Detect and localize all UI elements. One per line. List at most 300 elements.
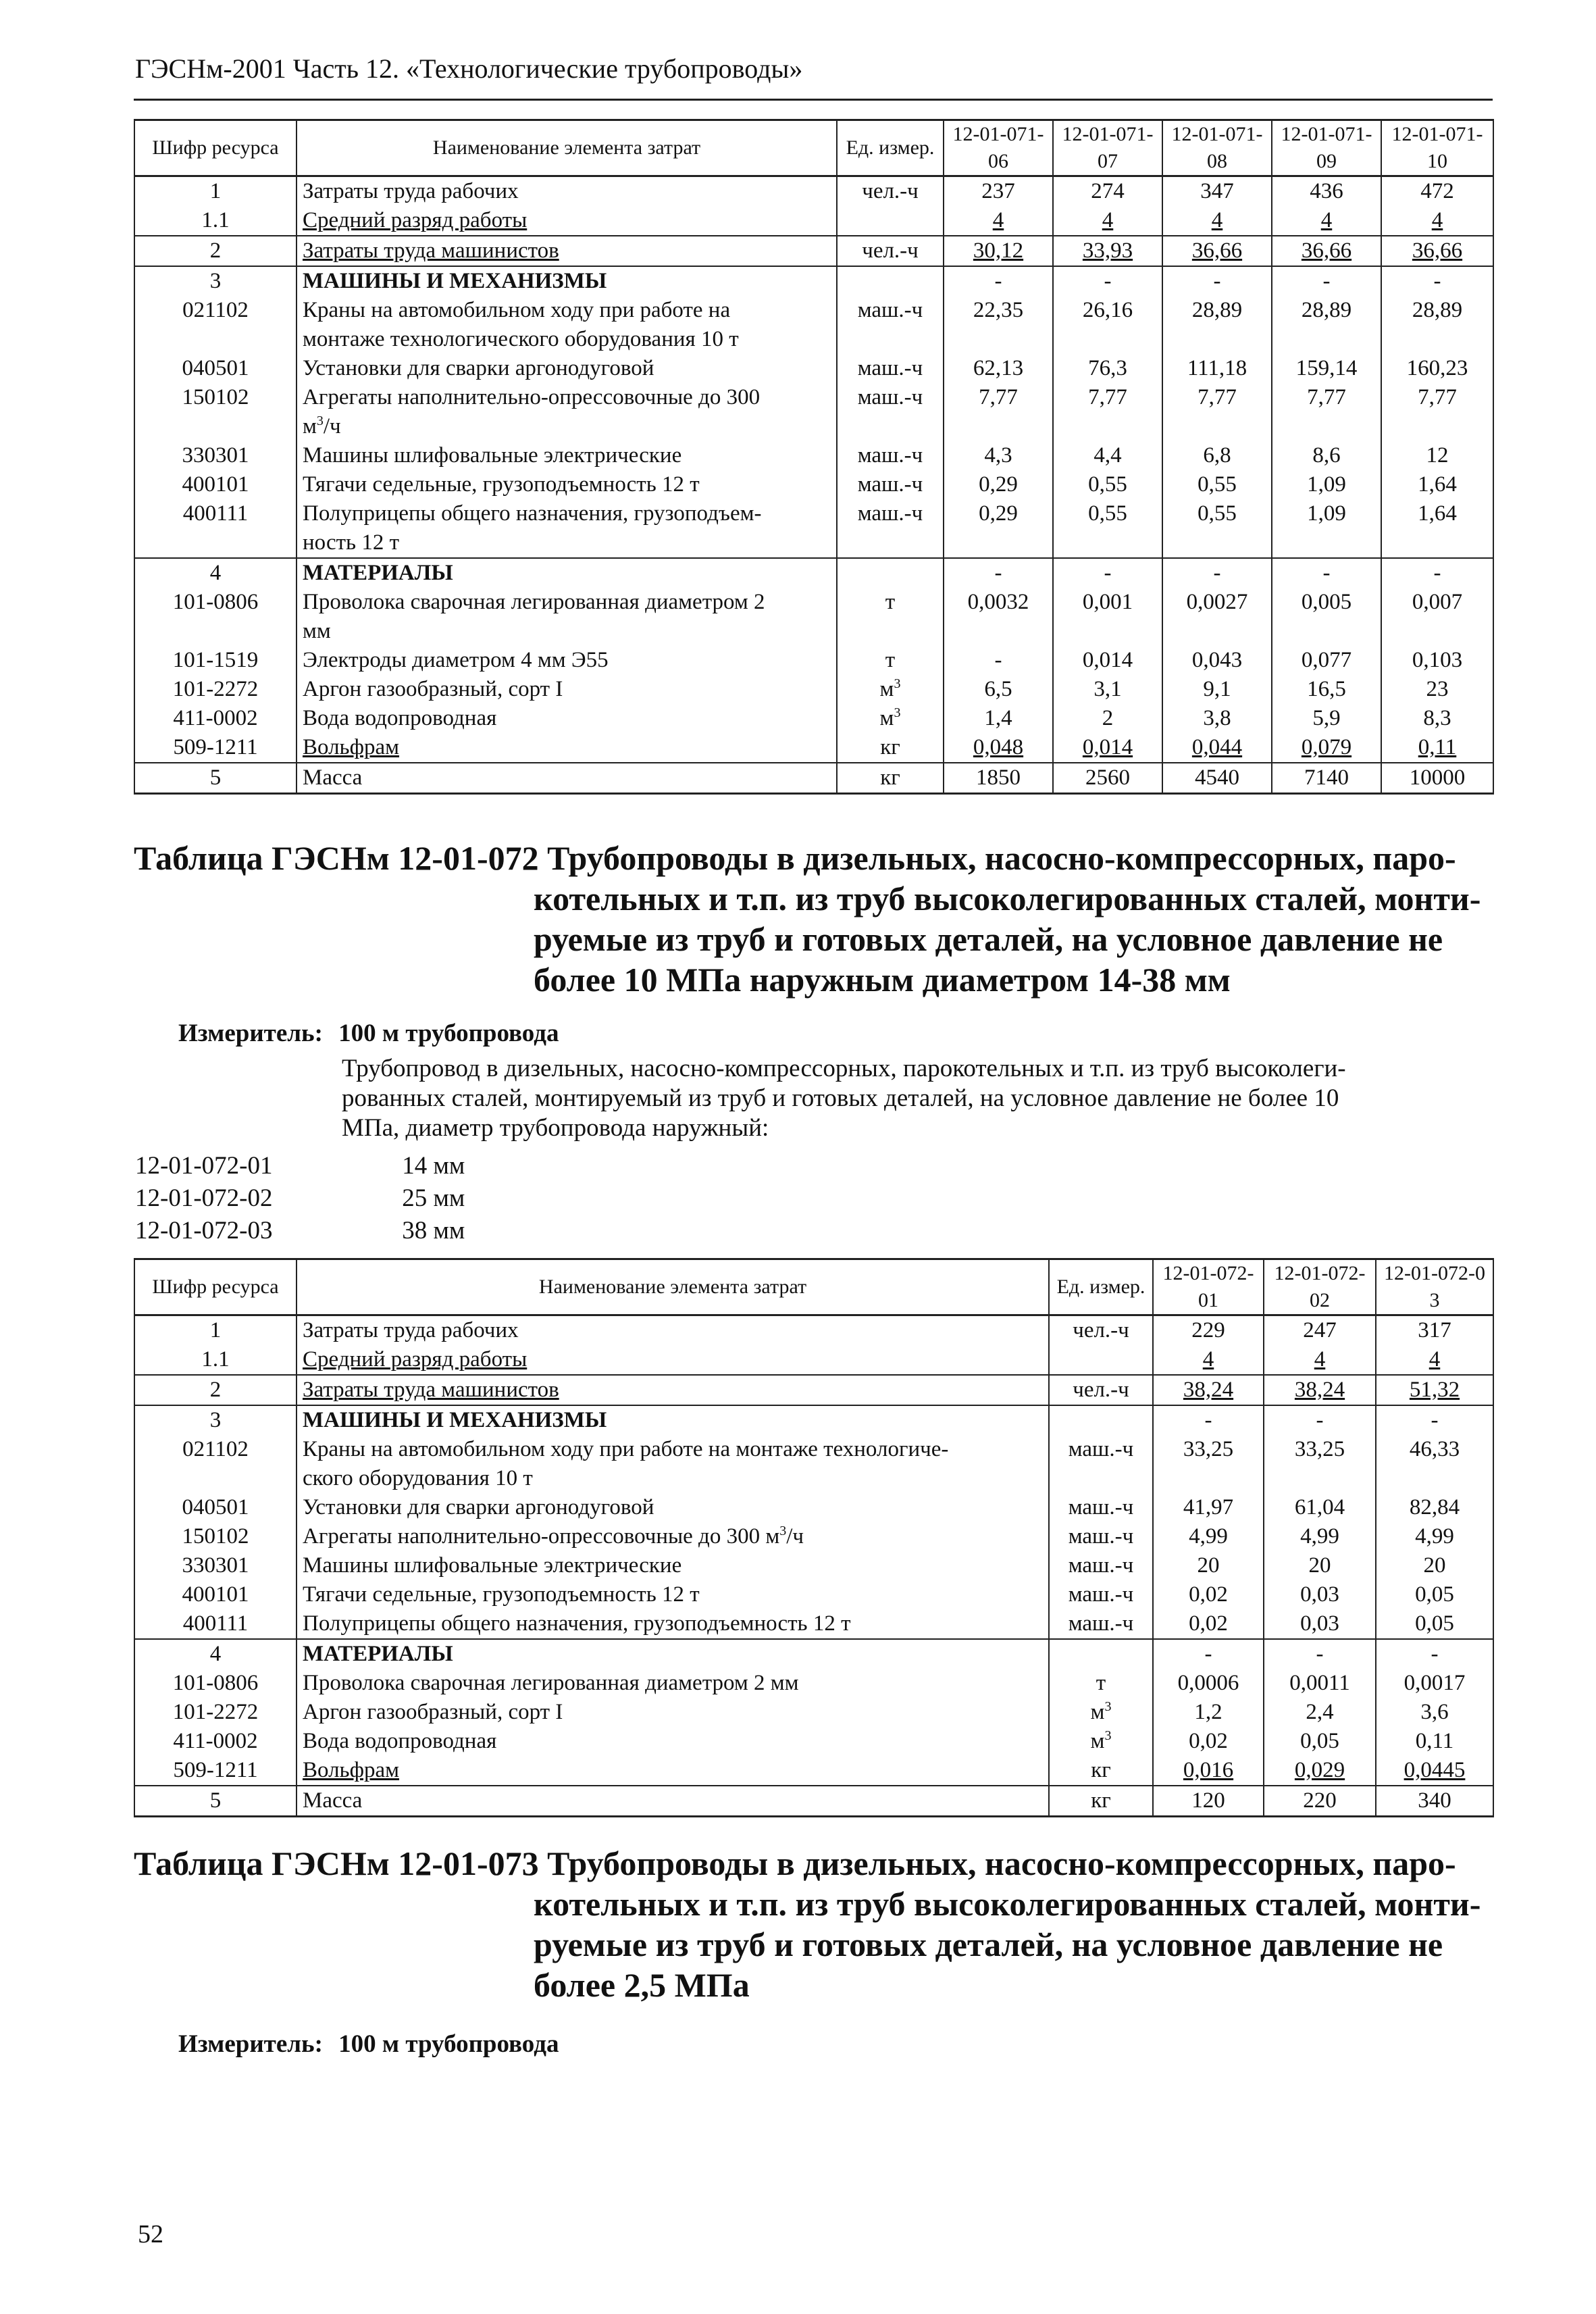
resource-name-line: МАШИНЫ И МЕХАНИЗМЫ (303, 269, 607, 293)
resource-name (297, 354, 837, 383)
resource-name-line: Краны на автомобильном ходу при работе на монтаже технологиче- (303, 1437, 949, 1461)
resource-name (297, 441, 837, 470)
value-cell: 51,32 (1376, 1375, 1493, 1405)
unit-cell (837, 558, 944, 588)
resource-name-line: Установки для сварки аргонодуговой (303, 1495, 654, 1519)
header-cell: 12-01-071-07 (1053, 120, 1162, 176)
value-cell: 10000 (1381, 763, 1493, 794)
resource-name (297, 1493, 1049, 1522)
value-cell: 229 (1153, 1315, 1264, 1346)
value-cell: 247 (1264, 1315, 1376, 1346)
unit-cell: маш.-ч (1049, 1493, 1153, 1522)
resource-code: 1.1 (134, 1345, 297, 1375)
resource-name (297, 1609, 1049, 1639)
value-cell: 274 (1053, 176, 1162, 207)
value-cell: - (944, 266, 1053, 296)
value-cell: 7,77 (1272, 383, 1381, 441)
value-cell: 38,24 (1153, 1375, 1264, 1405)
resource-name (297, 1727, 1049, 1756)
value-cell: 7,77 (1381, 383, 1493, 441)
value-cell: 4,4 (1053, 441, 1162, 470)
value-cell: 1850 (944, 763, 1053, 794)
table-row (134, 1375, 1493, 1405)
unit-cell: чел.-ч (1049, 1315, 1153, 1346)
resource-name (297, 383, 837, 441)
unit-cell: маш.-ч (1049, 1522, 1153, 1551)
caption-line: Таблица ГЭСНм 12-01-073 Трубопроводы в дизельных, насосно-компрессорных, паро- (134, 1844, 1456, 1882)
value-cell: 46,33 (1376, 1435, 1493, 1493)
value-cell: 6,5 (944, 675, 1053, 704)
value-cell: - (1264, 1639, 1376, 1669)
resource-name (297, 206, 837, 236)
table-row (134, 1698, 1493, 1727)
value-cell: 0,007 (1381, 588, 1493, 646)
value-cell: 4 (1381, 206, 1493, 236)
unit-cell: т (837, 646, 944, 675)
table-row (134, 1669, 1493, 1698)
header-cell: 12-01-071-06 (944, 120, 1053, 176)
meter-value: 100 м трубопровода (338, 2030, 559, 2058)
resource-code: 101-0806 (134, 1669, 297, 1698)
resource-code: 040501 (134, 354, 297, 383)
unit-cell: $м^3$ (1049, 1727, 1153, 1756)
unit-cell (837, 206, 944, 236)
value-cell: 76,3 (1053, 354, 1162, 383)
value-cell: 4,99 (1153, 1522, 1264, 1551)
value-cell: 33,93 (1053, 236, 1162, 266)
value-cell: 2 (1053, 704, 1162, 733)
table-row (134, 733, 1493, 763)
table-row (134, 206, 1493, 236)
header-cell: Ед. измер. (1049, 1259, 1153, 1315)
table-row (134, 1345, 1493, 1375)
header-cell: 12-01-072-02 (1264, 1259, 1376, 1315)
resource-name-line: Затраты труда рабочих (303, 179, 519, 203)
header-cell: 12-01-071-10 (1381, 120, 1493, 176)
resource-name (297, 1522, 1049, 1551)
unit-cell: маш.-ч (837, 354, 944, 383)
resource-name (297, 266, 837, 296)
table-row (134, 675, 1493, 704)
resource-code: 150102 (134, 383, 297, 441)
value-cell: 0,0445 (1376, 1756, 1493, 1786)
value-cell: 4 (1264, 1345, 1376, 1375)
value-cell: 0,029 (1264, 1756, 1376, 1786)
resource-name-line: Установки для сварки аргонодуговой (303, 356, 654, 380)
resource-name-line: Затраты труда машинистов (303, 1378, 559, 1402)
resource-code: 101-0806 (134, 588, 297, 646)
resource-name (297, 1435, 1049, 1493)
resource-name-line: Агрегаты наполнительно-опрессовочные до 300 $м^3/ч$ (303, 1524, 804, 1549)
caption-line: руемые из труб и готовых деталей, на условное давление не (534, 1926, 1443, 1963)
resource-name (297, 1580, 1049, 1609)
value-cell: 0,29 (944, 499, 1053, 558)
value-cell: 1,09 (1272, 470, 1381, 499)
variant-row (135, 1184, 465, 1213)
table-row (134, 296, 1493, 354)
value-cell: - (1272, 266, 1381, 296)
resource-name (297, 1639, 1049, 1669)
value-cell: - (1162, 558, 1272, 588)
unit-cell: $м^3$ (1049, 1698, 1153, 1727)
value-cell: 0,0027 (1162, 588, 1272, 646)
resource-code: 1 (134, 176, 297, 207)
value-cell: 0,077 (1272, 646, 1381, 675)
caption-line: руемые из труб и готовых деталей, на условное давление не (534, 920, 1443, 958)
table-row (134, 441, 1493, 470)
unit-cell: чел.-ч (837, 176, 944, 207)
value-cell: 317 (1376, 1315, 1493, 1346)
value-cell: 0,55 (1162, 499, 1272, 558)
value-cell: 2,4 (1264, 1698, 1376, 1727)
table-row (134, 470, 1493, 499)
table-row (134, 266, 1493, 296)
resource-table-072 (134, 1258, 1494, 1817)
value-cell: 3,1 (1053, 675, 1162, 704)
value-cell: 20 (1264, 1551, 1376, 1580)
description-line: рованных сталей, монтируемый из труб и готовых деталей, на условное давление не более 10 (342, 1084, 1339, 1112)
value-cell: 3,6 (1376, 1698, 1493, 1727)
value-cell: 0,0011 (1264, 1669, 1376, 1698)
table-row (134, 558, 1493, 588)
resource-name-line: Аргон газообразный, сорт I (303, 1700, 563, 1724)
value-cell: 0,29 (944, 470, 1053, 499)
value-cell: - (1264, 1405, 1376, 1435)
resource-name-line: Масса (303, 765, 363, 790)
value-cell: 0,016 (1153, 1756, 1264, 1786)
value-cell: 0,03 (1264, 1609, 1376, 1639)
resource-code: 411-0002 (134, 1727, 297, 1756)
variant-size: 25 мм (402, 1184, 465, 1212)
resource-name (297, 1375, 1049, 1405)
resource-code: 5 (134, 1786, 297, 1817)
unit-cell: маш.-ч (1049, 1580, 1153, 1609)
value-cell: - (1053, 558, 1162, 588)
resource-name-line: Затраты труда машинистов (303, 238, 559, 263)
value-cell: 0,55 (1053, 499, 1162, 558)
table-row (134, 1727, 1493, 1756)
resource-name (297, 646, 837, 675)
table-row (134, 763, 1493, 794)
unit-cell: кг (1049, 1786, 1153, 1817)
table-row (134, 1609, 1493, 1639)
table-row (134, 588, 1493, 646)
resource-name-line: Затраты труда рабочих (303, 1318, 519, 1342)
unit-cell (1049, 1345, 1153, 1375)
resource-name (297, 763, 837, 794)
value-cell: 28,89 (1272, 296, 1381, 354)
unit-cell: маш.-ч (1049, 1435, 1153, 1493)
resource-name-line: МАТЕРИАЛЫ (303, 561, 453, 585)
header-cell: 12-01-072-01 (1153, 1259, 1264, 1315)
value-cell: - (944, 646, 1053, 675)
resource-name-line: ность 12 т (303, 530, 400, 555)
table-body (134, 176, 1493, 794)
caption-line: Таблица ГЭСНм 12-01-072 Трубопроводы в дизельных, насосно-компрессорных, паро- (134, 839, 1456, 877)
meter-label: Измеритель: (178, 2030, 323, 2058)
unit-cell: т (837, 588, 944, 646)
table-row (134, 1756, 1493, 1786)
value-cell: 36,66 (1272, 236, 1381, 266)
variant-code: 12-01-072-02 (135, 1184, 273, 1212)
table-row (134, 354, 1493, 383)
value-cell: 0,043 (1162, 646, 1272, 675)
meter-label: Измеритель: (178, 1020, 323, 1047)
value-cell: 7140 (1272, 763, 1381, 794)
value-cell: 0,048 (944, 733, 1053, 763)
meter-value: 100 м трубопровода (338, 1020, 559, 1047)
value-cell: 61,04 (1264, 1493, 1376, 1522)
resource-name (297, 296, 837, 354)
value-cell: 0,05 (1376, 1609, 1493, 1639)
resource-name (297, 1698, 1049, 1727)
unit-cell: кг (837, 763, 944, 794)
value-cell: 33,25 (1264, 1435, 1376, 1493)
value-cell: 0,0032 (944, 588, 1053, 646)
unit-cell: кг (837, 733, 944, 763)
resource-name-line: Машины шлифовальные электрические (303, 1553, 682, 1578)
resource-name-line: Тягачи седельные, грузоподъемность 12 т (303, 1582, 700, 1607)
table-row (134, 236, 1493, 266)
value-cell: 3,8 (1162, 704, 1272, 733)
resource-name-line: ского оборудования 10 т (303, 1466, 533, 1490)
header-cell: Шифр ресурса (134, 120, 297, 176)
unit-cell: маш.-ч (837, 499, 944, 558)
resource-code: 101-2272 (134, 675, 297, 704)
value-cell: 0,0006 (1153, 1669, 1264, 1698)
unit-cell (837, 266, 944, 296)
resource-name-line: монтаже технологического оборудования 10 т (303, 327, 739, 351)
table-row (134, 1493, 1493, 1522)
table-row (134, 1551, 1493, 1580)
value-cell: 4,3 (944, 441, 1053, 470)
resource-code: 330301 (134, 1551, 297, 1580)
unit-cell: маш.-ч (837, 441, 944, 470)
value-cell: 0,014 (1053, 733, 1162, 763)
meter-073 (178, 2030, 559, 2059)
table-header-row (134, 1259, 1493, 1315)
resource-code: 2 (134, 236, 297, 266)
resource-name-line: мм (303, 619, 331, 643)
value-cell: 28,89 (1162, 296, 1272, 354)
value-cell: 0,044 (1162, 733, 1272, 763)
resource-name-line: Полуприцепы общего назначения, грузоподъем- (303, 501, 762, 526)
table-row (134, 499, 1493, 558)
table-row (134, 1405, 1493, 1435)
value-cell: 0,02 (1153, 1727, 1264, 1756)
value-cell: 1,2 (1153, 1698, 1264, 1727)
value-cell: 7,77 (944, 383, 1053, 441)
unit-cell: маш.-ч (837, 470, 944, 499)
resource-name-line: Средний разряд работы (303, 208, 527, 232)
value-cell: 0,0017 (1376, 1669, 1493, 1698)
resource-code: 1 (134, 1315, 297, 1346)
page-header: ГЭСНм-2001 Часть 12. «Технологические трубопроводы» (135, 53, 803, 84)
caption-line: более 2,5 МПа (534, 1966, 750, 2004)
value-cell: 1,64 (1381, 499, 1493, 558)
value-cell: - (1053, 266, 1162, 296)
value-cell: 0,02 (1153, 1580, 1264, 1609)
resource-name-line: Проволока сварочная легированная диаметром 2 (303, 590, 765, 614)
resource-code: 509-1211 (134, 733, 297, 763)
value-cell: 0,005 (1272, 588, 1381, 646)
table-row (134, 383, 1493, 441)
value-cell: - (1272, 558, 1381, 588)
table-row (134, 1580, 1493, 1609)
resource-code: 021102 (134, 1435, 297, 1493)
value-cell: 8,3 (1381, 704, 1493, 733)
value-cell: 120 (1153, 1786, 1264, 1817)
value-cell: 82,84 (1376, 1493, 1493, 1522)
value-cell: 4 (1376, 1345, 1493, 1375)
resource-name (297, 588, 837, 646)
value-cell: - (1153, 1405, 1264, 1435)
resource-name-line: Вода водопроводная (303, 1729, 497, 1753)
value-cell: 41,97 (1153, 1493, 1264, 1522)
value-cell: - (1162, 266, 1272, 296)
resource-code: 3 (134, 266, 297, 296)
resource-name-line: Полуприцепы общего назначения, грузоподъемность 12 т (303, 1611, 851, 1636)
table-row (134, 704, 1493, 733)
value-cell: - (1153, 1639, 1264, 1669)
value-cell: 7,77 (1162, 383, 1272, 441)
value-cell: 16,5 (1272, 675, 1381, 704)
value-cell: 36,66 (1162, 236, 1272, 266)
resource-code: 330301 (134, 441, 297, 470)
header-cell: Наименование элемента затрат (297, 1259, 1049, 1315)
resource-name-line: Агрегаты наполнительно-опрессовочные до 300 (303, 385, 761, 409)
value-cell: - (1381, 266, 1493, 296)
resource-code: 4 (134, 558, 297, 588)
table-row (134, 176, 1493, 207)
value-cell: 0,55 (1162, 470, 1272, 499)
value-cell: 7,77 (1053, 383, 1162, 441)
resource-code: 400101 (134, 1580, 297, 1609)
unit-cell: $м^3$ (837, 675, 944, 704)
table-row (134, 1315, 1493, 1346)
resource-name (297, 236, 837, 266)
variant-code: 12-01-072-01 (135, 1152, 273, 1180)
resource-name (297, 733, 837, 763)
table-row (134, 1639, 1493, 1669)
value-cell: 0,11 (1381, 733, 1493, 763)
resource-code: 101-2272 (134, 1698, 297, 1727)
table-description-072 (342, 1054, 1503, 1143)
value-cell: - (1376, 1639, 1493, 1669)
resource-name-line: Проволока сварочная легированная диаметром 2 мм (303, 1671, 799, 1695)
value-cell: 23 (1381, 675, 1493, 704)
value-cell: 472 (1381, 176, 1493, 207)
caption-line: котельных и т.п. из труб высоколегированных сталей, монти- (534, 1885, 1481, 1923)
resource-code: 1.1 (134, 206, 297, 236)
resource-name (297, 558, 837, 588)
value-cell: 436 (1272, 176, 1381, 207)
value-cell: 0,05 (1264, 1727, 1376, 1756)
resource-name-line: Вода водопроводная (303, 706, 497, 730)
resource-name-line: МАТЕРИАЛЫ (303, 1642, 453, 1666)
value-cell: 4,99 (1264, 1522, 1376, 1551)
value-cell: 20 (1153, 1551, 1264, 1580)
value-cell: 4 (1272, 206, 1381, 236)
value-cell: - (944, 558, 1053, 588)
header-cell: 12-01-071-08 (1162, 120, 1272, 176)
resource-name (297, 704, 837, 733)
resource-code: 101-1519 (134, 646, 297, 675)
variant-code: 12-01-072-03 (135, 1217, 273, 1244)
resource-name (297, 1345, 1049, 1375)
resource-code: 040501 (134, 1493, 297, 1522)
page-number: 52 (138, 2220, 163, 2248)
header-cell: 12-01-071-09 (1272, 120, 1381, 176)
value-cell: 6,8 (1162, 441, 1272, 470)
table-body (134, 1315, 1493, 1817)
value-cell: 237 (944, 176, 1053, 207)
resource-code: 509-1211 (134, 1756, 297, 1786)
value-cell: 5,9 (1272, 704, 1381, 733)
unit-cell: т (1049, 1669, 1153, 1698)
resource-name-line: Аргон газообразный, сорт I (303, 677, 563, 701)
value-cell: 38,24 (1264, 1375, 1376, 1405)
value-cell: - (1376, 1405, 1493, 1435)
header-cell: Шифр ресурса (134, 1259, 297, 1315)
value-cell: - (1381, 558, 1493, 588)
resource-name (297, 1756, 1049, 1786)
resource-name (297, 1315, 1049, 1346)
value-cell: 347 (1162, 176, 1272, 207)
resource-name (297, 470, 837, 499)
resource-code: 400111 (134, 1609, 297, 1639)
value-cell: 28,89 (1381, 296, 1493, 354)
variant-row (135, 1216, 465, 1245)
value-cell: 160,23 (1381, 354, 1493, 383)
resource-table-071 (134, 119, 1494, 795)
resource-code: 5 (134, 763, 297, 794)
resource-name-line: МАШИНЫ И МЕХАНИЗМЫ (303, 1408, 607, 1432)
unit-cell: маш.-ч (1049, 1551, 1153, 1580)
value-cell: 0,079 (1272, 733, 1381, 763)
value-cell: 4540 (1162, 763, 1272, 794)
resource-name-line: Средний разряд работы (303, 1347, 527, 1372)
value-cell: 2560 (1053, 763, 1162, 794)
resource-code: 400101 (134, 470, 297, 499)
value-cell: 62,13 (944, 354, 1053, 383)
header-cell: Наименование элемента затрат (297, 120, 837, 176)
value-cell: 33,25 (1153, 1435, 1264, 1493)
value-cell: 30,12 (944, 236, 1053, 266)
header-rule (134, 99, 1493, 101)
meter-072 (178, 1019, 559, 1048)
resource-name-line: Вольфрам (303, 735, 400, 759)
resource-name-line: Тягачи седельные, грузоподъемность 12 т (303, 472, 700, 497)
value-cell: 9,1 (1162, 675, 1272, 704)
value-cell: 1,09 (1272, 499, 1381, 558)
table-row (134, 1786, 1493, 1817)
resource-name (297, 1669, 1049, 1698)
value-cell: 20 (1376, 1551, 1493, 1580)
resource-name (297, 499, 837, 558)
variant-row (135, 1151, 465, 1180)
resource-name (297, 1786, 1049, 1817)
value-cell: 4 (1162, 206, 1272, 236)
resource-code: 411-0002 (134, 704, 297, 733)
unit-cell: $м^3$ (837, 704, 944, 733)
header-cell: 12-01-072-03 (1376, 1259, 1493, 1315)
value-cell: 0,55 (1053, 470, 1162, 499)
value-cell: 0,001 (1053, 588, 1162, 646)
value-cell: 340 (1376, 1786, 1493, 1817)
unit-cell (1049, 1405, 1153, 1435)
value-cell: 4,99 (1376, 1522, 1493, 1551)
